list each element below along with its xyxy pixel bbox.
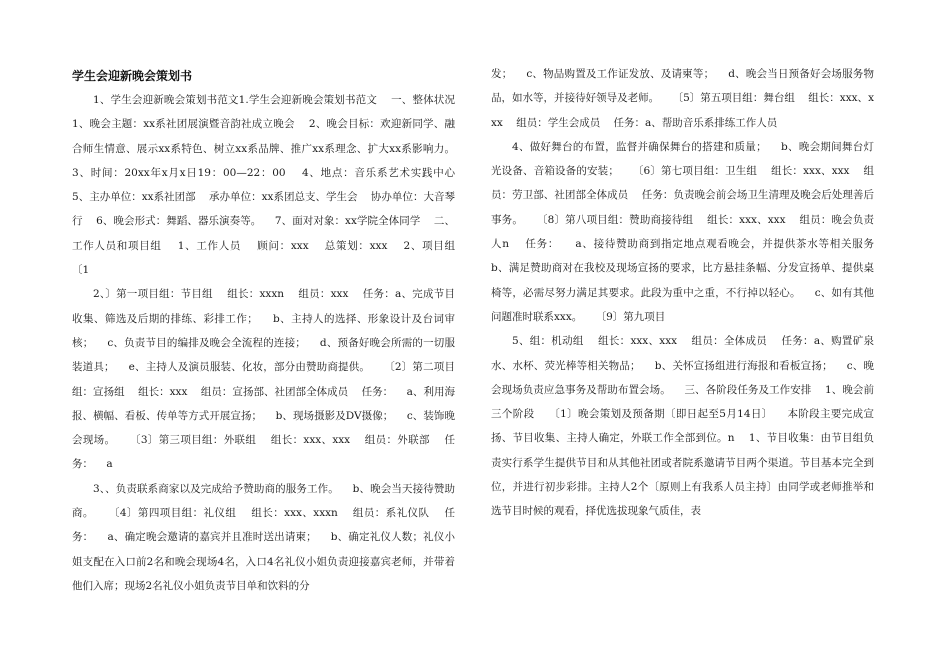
paragraph: 4、做好舞台的布置，监督并确保舞台的搭建和质量； b、晚会期间舞台灯光设备、音箱设备的安装； 〔6〕第七项目组：卫生组 组长：xxx、xxx 组员：劳卫部、社团部全体成员 任务：负责晚会前会场卫生清理及晚会后处理善后事务。 〔8〕第八项目组：赞助商接待组 组长：xxx、xxx 组员：晚会负责人n 任务： a、接待赞助商到指定地点观看晚会，并提供茶水等相关服务 b、满足赞助商对在我校及现场宣扬的要求，比方悬挂条幅、分发宣扬单、提供桌椅等，必需尽努力满足其要求。此段为重中之重，不行掉以轻心。 c、如有其他问题准时联系xxx。 〔9〕第九项目	[491, 140, 888, 323]
right-column	[491, 62, 888, 524]
paragraph: 2、〕第一项目组：节目组 组长：xxxn 组员：xxx 任务：a、完成节目收集、筛选及后期的排练、彩排工作； b、主持人的选择、形象设计及台词审核； c、负责节目的编排及晚会全流程的连接； d、预备好晚会所需的一切服装道具； e、主持人及演员服装、化妆，部分由赞助商提供。 〔2〕第二项目组：宣扬组 组长：xxx 组员：宣扬部、社团部全体成员 任务： a、利用海报、横幅、看板、传单等方式开展宣扬； b、现场摄影及DV摄像； c、装饰晚会现场。 〔3〕第三项目组：外联组 组长：xxx、xxx 组员：外联部 任务： a	[72, 288, 455, 471]
left-column	[72, 64, 469, 598]
paragraph: 5、组：机动组 组长：xxx、xxx 组员：全体成员 任务：a、购置矿泉水、水杯、荧光棒等相关物品； b、关怀宣扬组进行海报和看板宣扬； c、晚会现场负责应急事务及帮助布置会场。 三、各阶段任务及工作安排 1、晚会前三个阶段 〔1〕晚会策划及预备期〔即日起至5月14日〕 本阶段主要完成宣扬、节目收集、主持人确定，外联工作全部到位。n 1、节目收集：由节目组负责实行系学生提供节目和从其他社团或者院系邀请节目两个渠道。节目基本完全到位，并进行初步彩排。主持人2个〔原则上有我系人员主持〕由同学或老师推举和选节目时候的观看，择优选拔现象气质佳，表	[491, 335, 874, 518]
paragraph: 1、学生会迎新晚会策划书范文1.学生会迎新晚会策划书范文 一、整体状况 1、晚会主题：xx系社团展演暨音韵社成立晚会 2、晚会目标：欢迎新同学、融合师生情意、展示xx系特色、树立xx系品牌、推广xx系理念、扩大xx系影响力。 3、时间：20xx年x月x日19：00—22：00 4、地点：音乐系艺术实践中心 5、主办单位：xx系社团部 承办单位：xx系团总支、学生会 协办单位：大音琴行 6、晚会形式：舞蹈、器乐演奏等。 7、面对对象：xx学院全体同学 二、工作人员和项目组 1、工作人员 顾问：xxx 总策划：xxx 2、项目组 〔1	[72, 94, 469, 277]
paragraph: 发； c、物品购置及工作证发放、及请柬等； d、晚会当日预备好会场服务物品，如水等，并接待好领导及老师。 〔5〕第五项目组：舞台组 组长：xxx、xxx 组员：学生会成员 任务：a、帮助音乐系排练工作人员	[491, 68, 874, 129]
paragraph: 3、、负责联系商家以及完成给予赞助商的服务工作。 b、晚会当天接待赞助商。 〔4〕第四项目组：礼仪组 组长：xxx、xxxn 组员：系礼仪队 任务： a、确定晚会邀请的嘉宾并且准时送出请柬； b、确定礼仪人数；礼仪小姐支配在入口前2名和晚会现场4名，入口4名礼仪小姐负责迎接嘉宾老师，并带着他们入席；现场2名礼仪小姐负责节目单和饮料的分	[72, 482, 455, 592]
document-title: 学生会迎新晚会策划书	[72, 69, 193, 83]
